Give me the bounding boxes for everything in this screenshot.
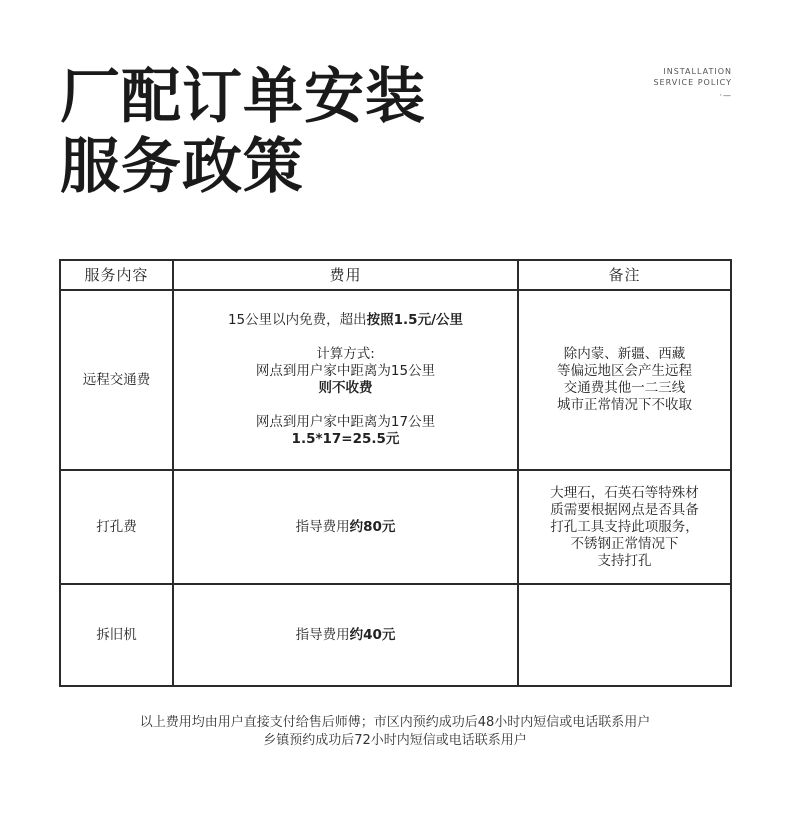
fee-line (182, 312, 509, 329)
note-line: 支持打孔 (597, 552, 652, 569)
note-line: 大理石，石英石等特殊材 (550, 484, 699, 501)
note-cell (518, 290, 731, 470)
note-cell (518, 470, 731, 584)
note-line: 不锈钢正常情况下 (570, 535, 679, 552)
header-service: 服务内容 (60, 260, 173, 290)
note-line: 打孔工具支持此项服务， (550, 518, 699, 535)
fee-method-label: 计算方式: (316, 346, 375, 362)
note-line: 质需要根据网点是否具备 (550, 501, 699, 518)
service-cell: 远程交通费 (60, 290, 173, 470)
fee-example-1-result: 则不收费 (318, 380, 373, 396)
service-policy-table (59, 259, 732, 687)
table-row (60, 584, 731, 686)
footer-note (0, 714, 790, 750)
note-line: 交通费其他一二三线 (563, 380, 686, 396)
service-cell: 拆旧机 (60, 584, 173, 686)
decorative-dash: ·— (719, 91, 732, 100)
fee-cell (173, 290, 518, 470)
table-header-row (60, 260, 731, 290)
spacer (182, 397, 509, 414)
note-cell-empty (518, 584, 731, 686)
note-line: 等偏远地区会产生远程 (557, 363, 692, 379)
table-row (60, 290, 731, 470)
fee-text: 指导费用 (295, 518, 350, 535)
fee-amount: 约40元 (349, 626, 396, 643)
note-line: 城市正常情况下不收取 (557, 397, 692, 413)
english-subtitle-line-1: INSTALLATION (663, 67, 732, 76)
service-cell: 打孔费 (60, 470, 173, 584)
english-subtitle-line-2: SERVICE POLICY (653, 78, 732, 87)
fee-example-2-result: 1.5*17=25.5元 (291, 431, 400, 447)
page-title (60, 62, 426, 202)
header-note: 备注 (518, 260, 731, 290)
table-row (60, 470, 731, 584)
fee-cell (173, 470, 518, 584)
note-line: 除内蒙、新疆、西藏 (563, 346, 686, 362)
fee-cell (173, 584, 518, 686)
header-fee: 费用 (173, 260, 518, 290)
page-title-line-1: 厂配订单安装 (60, 62, 426, 132)
footer-line-2: 乡镇预约成功后72小时内短信或电话联系用户 (263, 733, 527, 748)
footer-line-1: 以上费用均由用户直接支付给售后师傅；市区内预约成功后48小时内短信或电话联系用户 (139, 715, 651, 730)
page-title-line-2: 服务政策 (60, 132, 304, 202)
fee-amount: 约80元 (349, 518, 396, 535)
fee-text: 15公里以内免费，超出 (227, 312, 367, 328)
fee-text: 指导费用 (295, 626, 350, 643)
english-subtitle (653, 66, 732, 101)
fee-example-1: 网点到用户家中距离为15公里 (255, 363, 436, 379)
fee-example-2: 网点到用户家中距离为17公里 (255, 414, 436, 430)
fee-rate: 按照1.5元/公里 (366, 312, 464, 328)
spacer (182, 329, 509, 346)
